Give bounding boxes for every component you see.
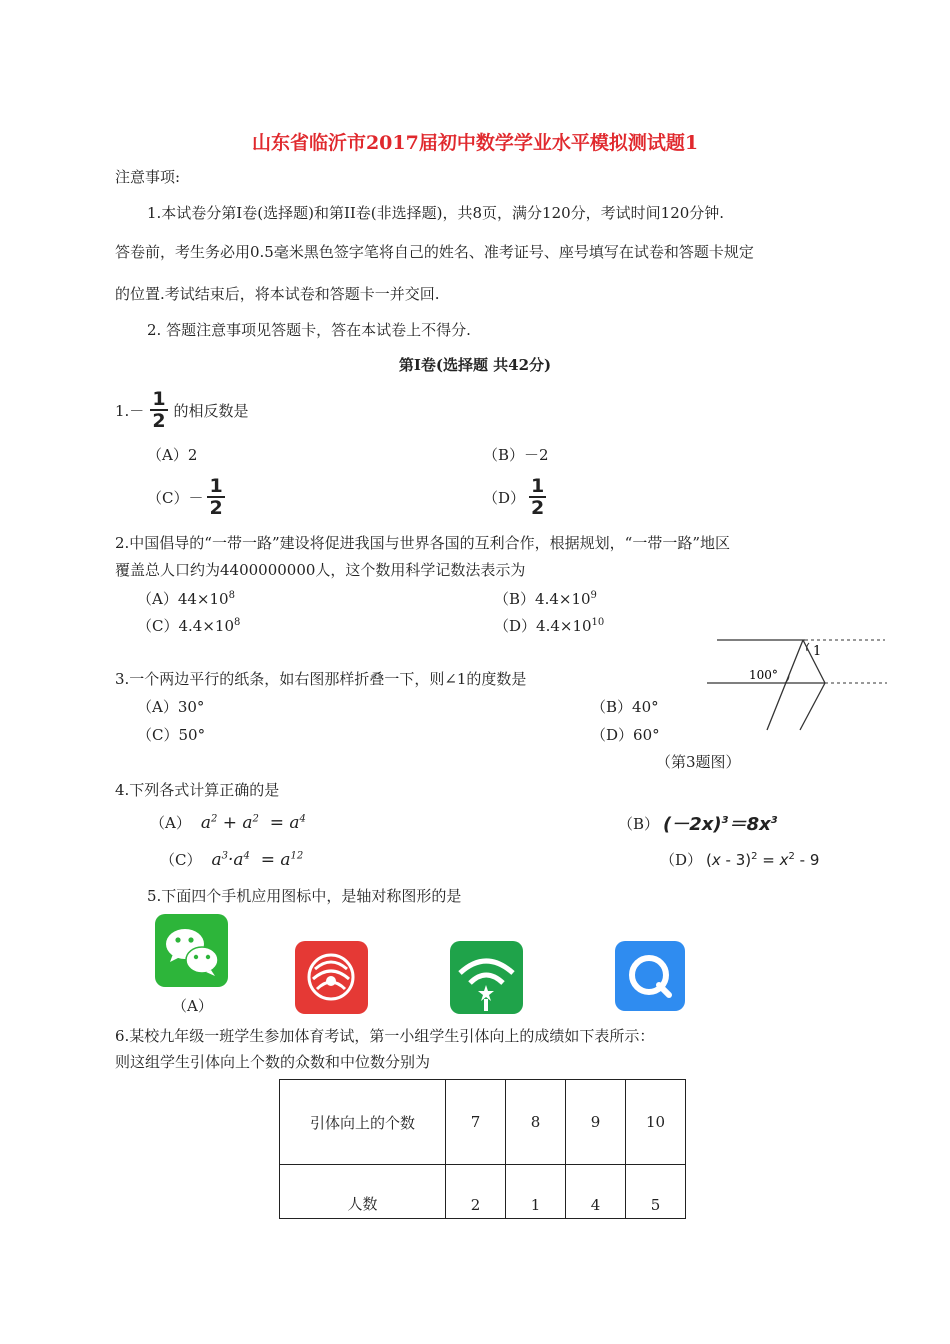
q1-fraction [150, 389, 167, 431]
q1-option-c [147, 476, 225, 518]
q1-option-d-label: （D） [483, 488, 526, 507]
q2-c-label: （C）4.4×10 [137, 617, 234, 635]
wechat-bubbles-icon [155, 914, 228, 987]
q3-option-c: （C）50° [137, 726, 206, 744]
q4-option-d [660, 849, 819, 870]
q2-b-label: （B）4.4×10 [494, 590, 591, 608]
q3-option-a: （A）30° [137, 698, 205, 716]
q1-d-frac-den: 2 [531, 497, 545, 519]
table-header-cell: 人数 [280, 1165, 446, 1219]
notice-line-4: 2. 答题注意事项见答题卡，答在本试卷上不得分. [147, 321, 471, 339]
table-cell: 2 [446, 1165, 506, 1219]
table-cell: 4 [566, 1165, 626, 1219]
q3-text: 3.一个两边平行的纸条，如右图那样折叠一下，则∠1的度数是 [115, 670, 527, 688]
q2-option-b [494, 588, 597, 609]
notice-line-3: 的位置.考试结束后，将本试卷和答题卡一并交回. [115, 285, 440, 303]
wifi-app-icon [450, 941, 523, 1014]
q2-line-1: 2.中国倡导的“一带一路”建设将促进我国与世界各国的互利合作，根据规划，“一带一路”地区 [115, 534, 730, 552]
q2-d-exp: 10 [591, 617, 605, 628]
q1-option-d-fraction [529, 476, 546, 518]
table-cell: 5 [626, 1165, 686, 1219]
q1-c-frac-num: 1 [209, 475, 223, 497]
q6-line-1: 6.某校九年级一班学生参加体育考试，第一小组学生引体向上的成绩如下表所示： [115, 1027, 655, 1045]
notice-line-2: 答卷前，考生务必用0.5毫米黑色签字笔将自己的姓名、准考证号、座号填写在试卷和答题卡规定 [115, 243, 754, 261]
pullup-score-table [279, 1079, 686, 1219]
angle-1-label: 1 [813, 644, 822, 659]
table-row [280, 1080, 686, 1165]
table-cell: 7 [446, 1080, 506, 1165]
phoenix-app-icon [295, 941, 368, 1014]
q2-a-label: （A）44×10 [137, 590, 229, 608]
q4-b-label: （B） [618, 814, 660, 833]
q1-d-frac-num: 1 [531, 475, 545, 497]
table-cell: 9 [566, 1080, 626, 1165]
q3-figure-caption: （第3题图） [656, 753, 741, 771]
table-header-cell: 引体向上的个数 [280, 1080, 446, 1165]
q4-a-formula: $a^2 + a^2 = a^4$ [200, 812, 306, 833]
q1-frac-den: 2 [152, 410, 166, 432]
q4-d-label: （D） [660, 851, 703, 869]
notice-heading: 注意事项: [115, 168, 181, 186]
q3-option-b: （B）40° [591, 698, 659, 716]
q2-c-exp: 8 [234, 617, 241, 628]
table-row [280, 1165, 686, 1219]
q4-c-formula: $a^3\cdot a^4 = a^{12}$ [211, 849, 304, 870]
q1-c-frac-den: 2 [209, 497, 223, 519]
q-letter-icon [615, 941, 685, 1011]
q3-folded-strip-figure [705, 633, 890, 733]
section-title: 第Ⅰ卷(选择题 共42分) [398, 356, 552, 374]
q6-line-2: 则这组学生引体向上个数的众数和中位数分别为 [115, 1053, 431, 1071]
q2-option-a [137, 588, 235, 609]
page-title: 山东省临沂市2017届初中数学学业水平模拟测试题1 [251, 132, 699, 154]
q4-d-formula: $(x - 3)^2 = x^2 - 9$ [706, 850, 820, 869]
q2-option-c [137, 615, 240, 636]
q4-text: 4.下列各式计算正确的是 [115, 781, 280, 799]
q2-line-2: 覆盖总人口约为4400000000人，这个数用科学记数法表示为 [115, 561, 526, 579]
q4-a-label: （A） [150, 814, 191, 832]
q1-option-d [483, 476, 546, 518]
q4-option-c [160, 849, 303, 870]
q1-option-c-label: （C）－ [147, 488, 204, 507]
q2-a-exp: 8 [228, 590, 235, 601]
q2-b-exp: 9 [590, 590, 597, 601]
table-cell: 10 [626, 1080, 686, 1165]
q2-option-d [494, 615, 604, 636]
wifi-signal-icon [450, 941, 523, 1014]
strip-cut-edge [800, 683, 825, 730]
angle-100-label: 100° [749, 668, 778, 682]
phoenix-swirl-icon [295, 941, 368, 1014]
q1-option-a: （A）2 [147, 446, 198, 464]
wechat-app-icon [155, 914, 228, 987]
q2-d-label: （D）4.4×10 [494, 617, 592, 635]
q4-option-a [150, 812, 306, 833]
q1-text: 的相反数是 [173, 401, 249, 420]
table-cell: 8 [506, 1080, 566, 1165]
fold-line-left [767, 640, 803, 730]
q1-number: 1.－ [115, 401, 145, 420]
q1-frac-num: 1 [152, 388, 166, 410]
qq-browser-app-icon [615, 941, 685, 1011]
question-1 [115, 389, 249, 431]
q4-option-b [618, 810, 778, 836]
q1-option-b: （B）－2 [483, 446, 549, 464]
q1-option-c-fraction [207, 476, 224, 518]
q5-text: 5.下面四个手机应用图标中，是轴对称图形的是 [147, 887, 462, 905]
notice-line-1: 1.本试卷分第Ⅰ卷(选择题)和第II卷(非选择题)，共8页，满分120分，考试时间120分钟. [147, 204, 725, 222]
q5-option-a-label: （A） [172, 997, 213, 1015]
q4-c-label: （C） [160, 851, 202, 869]
q4-b-formula: $(-2x)^3=8x^3$ [663, 814, 778, 835]
q3-option-d: （D）60° [591, 726, 660, 744]
table-cell: 1 [506, 1165, 566, 1219]
